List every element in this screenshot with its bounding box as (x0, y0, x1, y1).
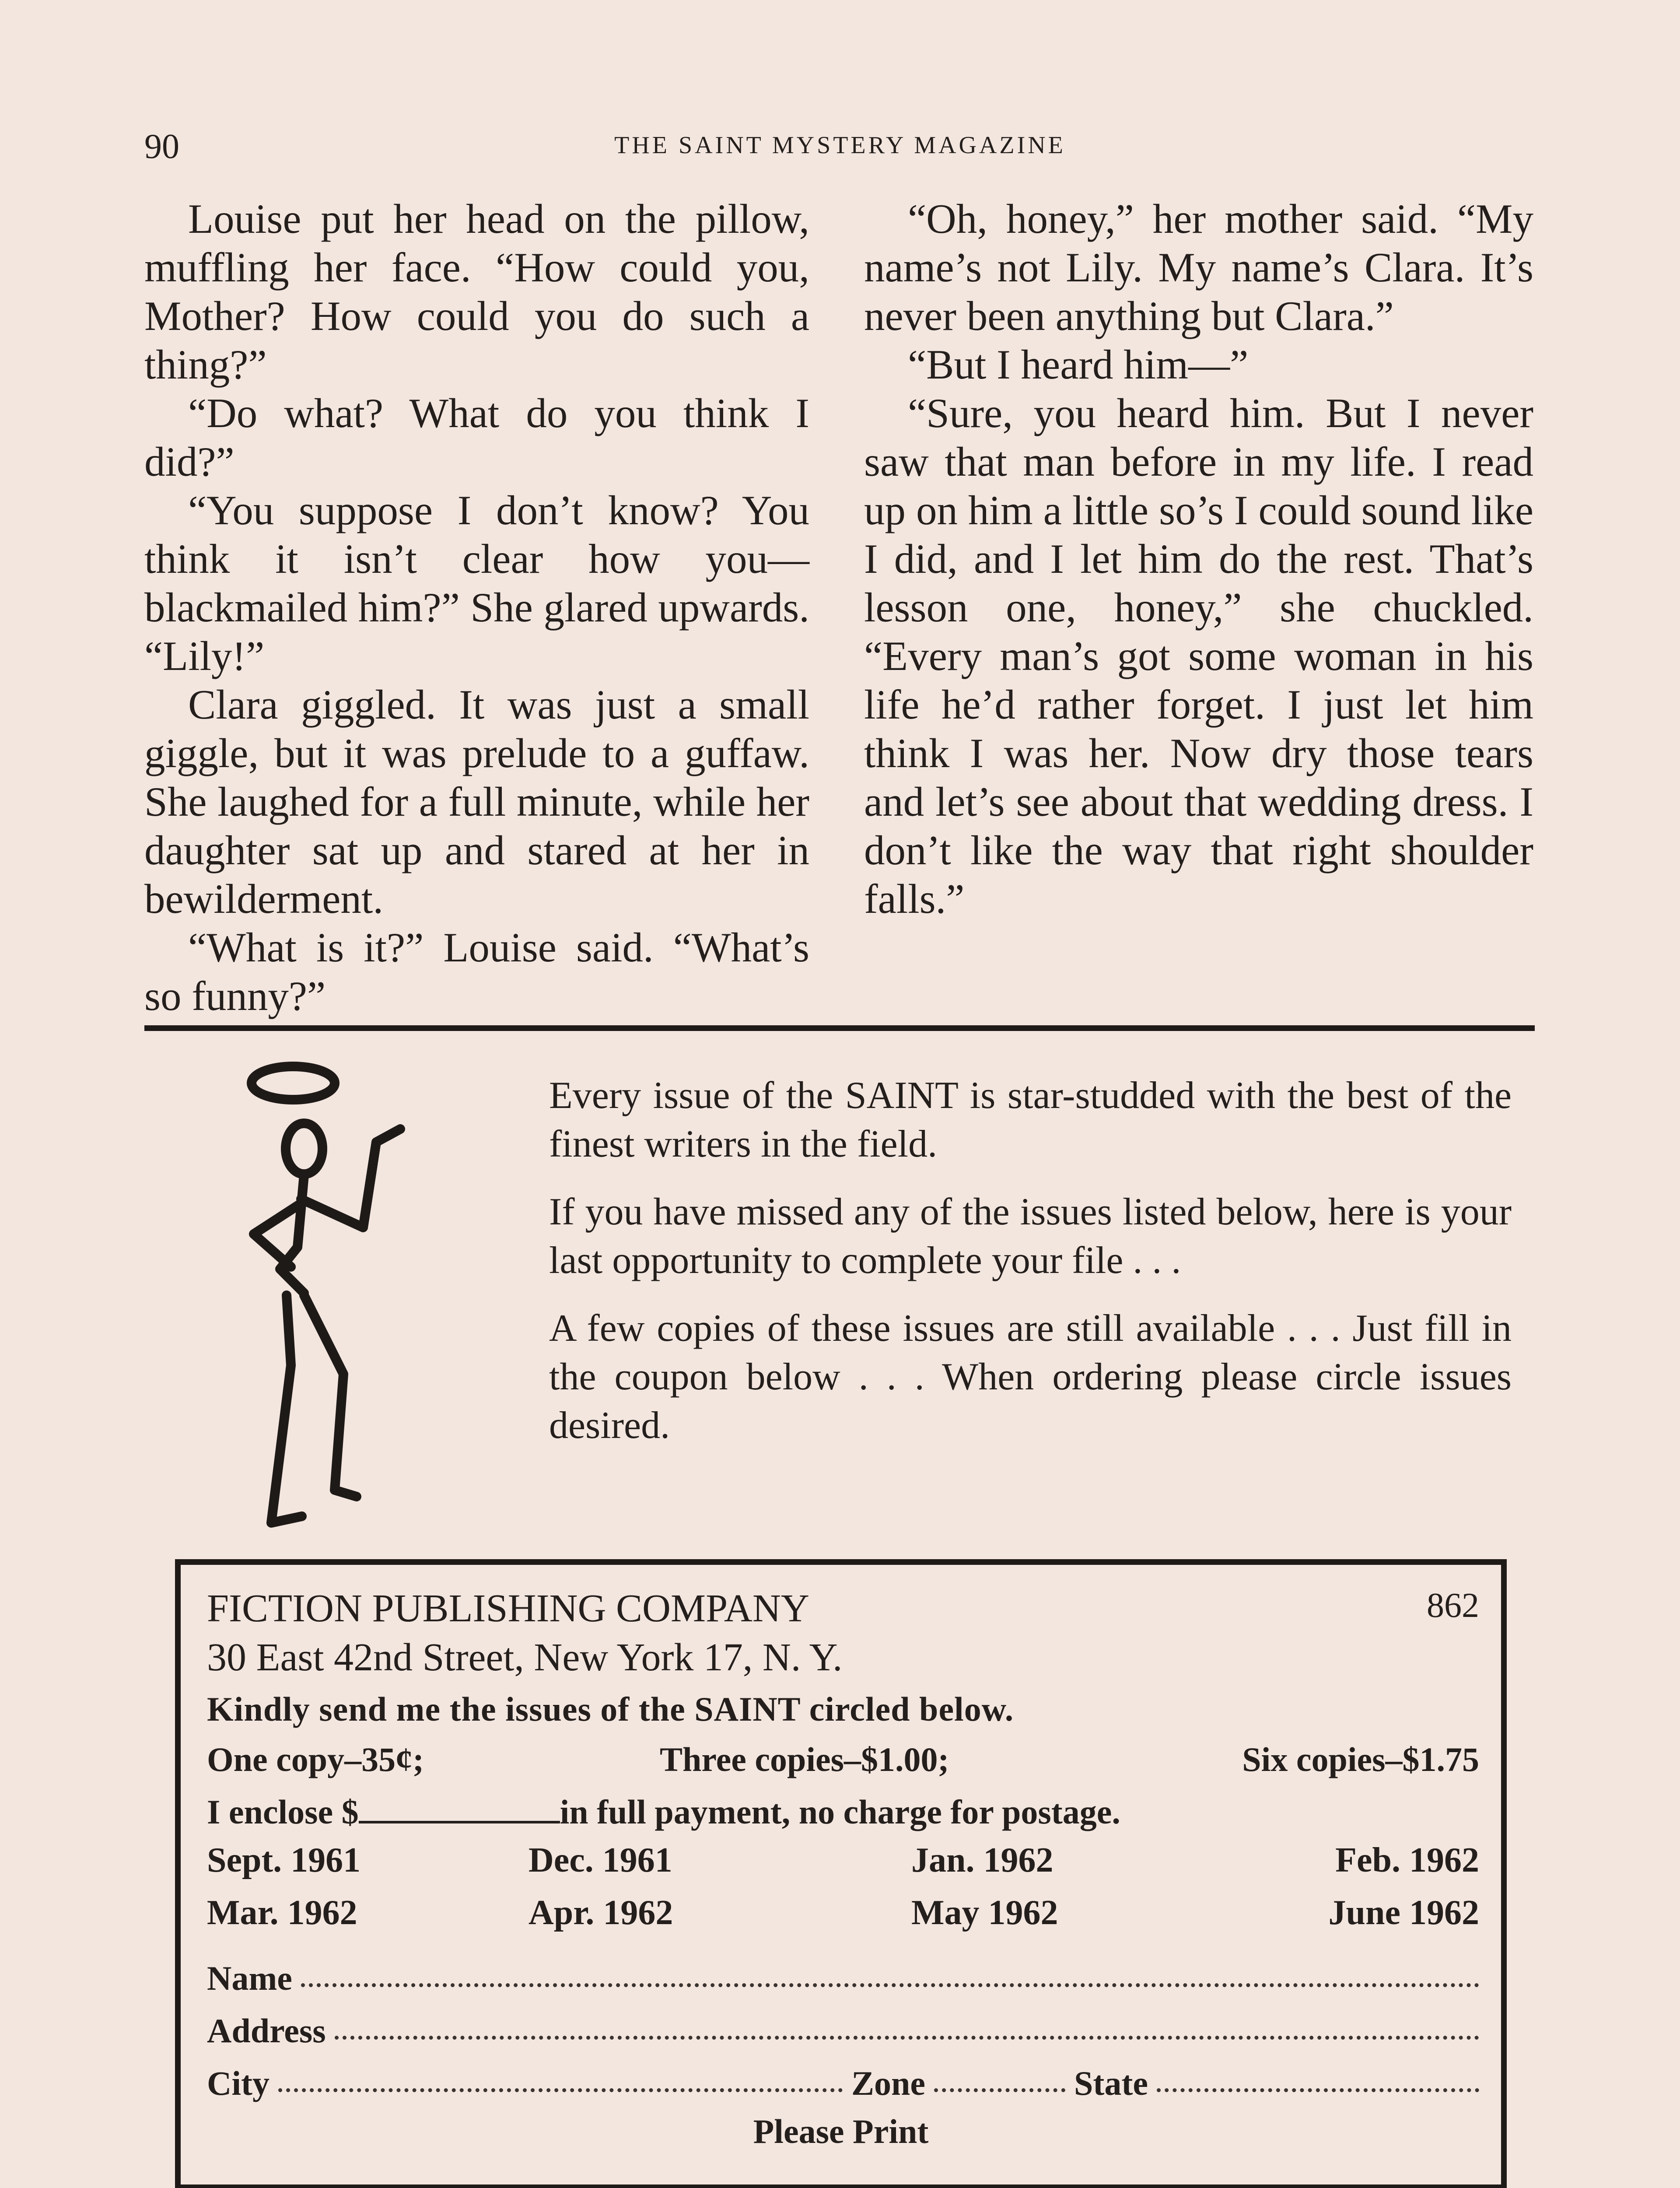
address-blank[interactable] (335, 2036, 1479, 2040)
coupon-address: 30 East 42nd Street, New York 17, N. Y. (207, 1636, 843, 1679)
issue-option[interactable]: Dec. 1961 (528, 1841, 672, 1879)
price-six-copies: Six copies–$1.75 (1242, 1740, 1479, 1778)
enclose-suffix: in full payment, no charge for postage. (560, 1793, 1120, 1831)
issue-option[interactable]: Jan. 1962 (911, 1841, 1054, 1879)
name-field[interactable] (207, 1959, 1479, 1998)
address-label: Address (207, 2012, 326, 2050)
section-divider (144, 1025, 1535, 1031)
issue-option[interactable]: May 1962 (911, 1893, 1058, 1932)
price-three-copies: Three copies–$1.00; (660, 1740, 949, 1778)
story-paragraph: “But I heard him—” (908, 341, 1249, 388)
promo-paragraph: A few copies of these issues are still available . . . Just fill in the coupon below . . . When ordering please circle issues desired. (549, 1307, 1512, 1447)
coupon-enclose-line (207, 1792, 1479, 1832)
print-note: Please Print (753, 2112, 929, 2150)
coupon-instruction: Kindly send me the issues of the SAINT circled below. (207, 1690, 1014, 1728)
promo-text (549, 1071, 1512, 1469)
zone-label: Zone (851, 2064, 926, 2102)
story-paragraph: Louise put her head on the pillow, muffling her face. “How could you, Mother? How could you do such a thing?” (144, 196, 809, 388)
story-left-column (144, 195, 809, 1020)
price-one-copy: One copy–35¢; (207, 1740, 424, 1778)
promo-paragraph: If you have missed any of the issues listed below, here is your last opportunity to complete your file . . . (549, 1191, 1512, 1282)
promo-paragraph: Every issue of the SAINT is star-studded with the best of the finest writers in the field. (549, 1074, 1512, 1165)
coupon-company: FICTION PUBLISHING COMPANY (207, 1587, 809, 1630)
address-field[interactable] (207, 2011, 1479, 2051)
city-label: City (207, 2064, 270, 2102)
story-right-column (864, 195, 1533, 923)
issue-option[interactable]: Feb. 1962 (1335, 1841, 1479, 1879)
issue-option[interactable]: June 1962 (1328, 1893, 1479, 1932)
state-blank[interactable] (1157, 2088, 1479, 2092)
saint-stick-figure-icon (228, 1059, 499, 1545)
issue-option[interactable]: Mar. 1962 (207, 1893, 357, 1932)
story-paragraph: “Oh, honey,” her mother said. “My name’s not Lily. My name’s Clara. It’s never been anything but Clara.” (864, 196, 1533, 339)
page-number: 90 (144, 127, 179, 166)
zone-blank[interactable] (934, 2088, 1065, 2092)
name-blank[interactable] (301, 1983, 1479, 1987)
coupon-code: 862 (1427, 1586, 1479, 1625)
story-paragraph: Clara giggled. It was just a small giggle, but it was prelude to a guffaw. She laughed for a full minute, while her daughter sat up and stared at her in bewilderment. (144, 681, 809, 922)
order-coupon (175, 1559, 1507, 2188)
city-zone-state-field[interactable] (207, 2064, 1479, 2103)
issue-list (207, 1841, 1479, 1954)
story-paragraph: “What is it?” Louise said. “What’s so funny?” (144, 924, 809, 1019)
name-label: Name (207, 1959, 292, 1997)
story-paragraph: “Sure, you heard him. But I never saw that man before in my life. I read up on him a little so’s I could sound like I did, and I let him do the rest. That’s lesson one, honey,” she chuckled. “Every man’s got some woman in his life he’d rather forget. I just let him think I was her. Now dry those tears and let’s see about that wedding dress. I don’t like the way that right shoulder falls.” (864, 390, 1533, 922)
enclose-prefix: I enclose $ (207, 1793, 359, 1831)
story-paragraph: “You suppose I don’t know? You think it isn’t clear how you—blackmailed him?” She glared upwards. “Lily!” (144, 487, 809, 679)
state-label: State (1074, 2064, 1148, 2102)
running-title: THE SAINT MYSTERY MAGAZINE (614, 132, 1066, 159)
issue-option[interactable]: Apr. 1962 (528, 1893, 673, 1932)
story-paragraph: “Do what? What do you think I did?” (144, 390, 809, 485)
city-blank[interactable] (278, 2088, 843, 2092)
issue-option[interactable]: Sept. 1961 (207, 1841, 361, 1879)
amount-blank[interactable] (359, 1821, 560, 1823)
